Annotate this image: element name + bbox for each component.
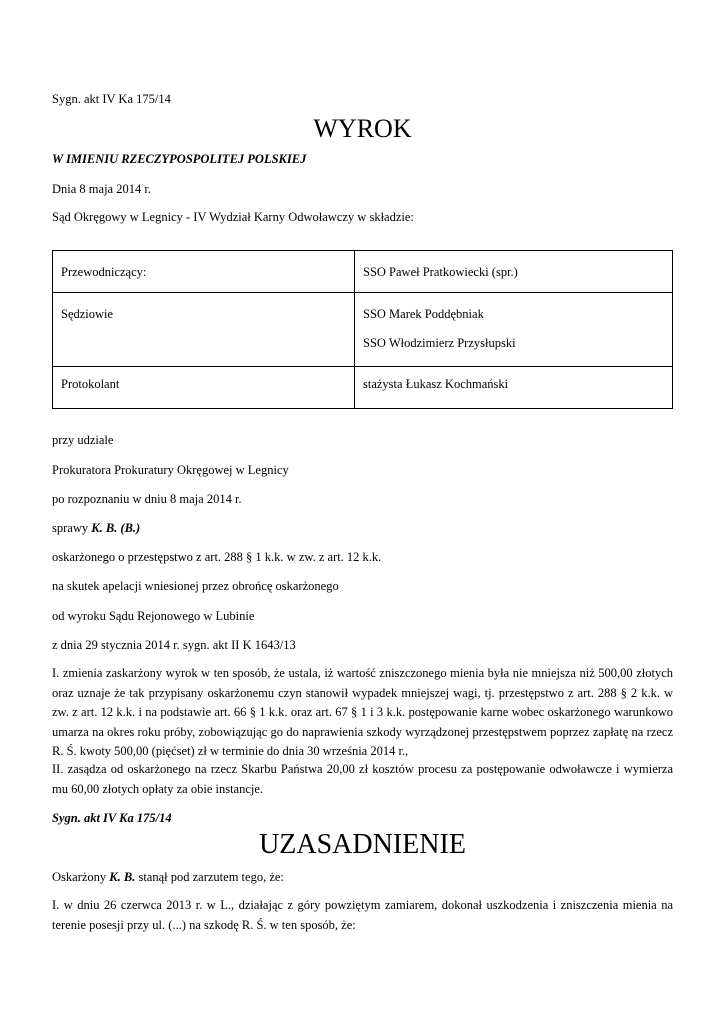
panel-role: Sędziowie: [53, 293, 355, 367]
case-prefix: sprawy: [52, 521, 89, 535]
accused-prefix: Oskarżony: [52, 870, 107, 884]
accused-name: K. B.: [109, 870, 136, 884]
document-title: WYROK: [313, 114, 412, 143]
hearing-date-line: po rozpoznaniu w dniu 8 maja 2014 r.: [52, 492, 242, 506]
case-line: [52, 520, 140, 536]
ruling-point-1: I. zmienia zaskarżony wyrok w ten sposób, że ustala, iż wartość zniszczonego mienia była nie mniejsza niż 500,00 złotych oraz uznaje że tak przypisany oskarżonemu czyn stanowił wypadek mniejszej wagi, tj. przestępstwo z art. 288 § 2 k.k. w zw. z art. 12 k.k. i na podstawie art. 66 § 1 k.k. oraz art. 67 § 1 i 3 k.k. postępowanie karne wobec oskarżonego warunkowo umarza na okres roku próby, zobowiązując go do naprawienia szkody wyrządzonej przestępstwem poprzez zapłatę na rzecz R. Ś. kwoty 500,00 (pięćset) zł w terminie do dnia 30 września 2014 r.,: [52, 666, 673, 758]
panel-names: SSO Marek Poddębniak SSO Włodzimierz Przysłupski: [355, 293, 673, 367]
lower-court-date-line: z dnia 29 stycznia 2014 r. sygn. akt II K 1643/13: [52, 638, 296, 652]
panel-names: stażysta Łukasz Kochmański: [355, 367, 673, 409]
panel-names: SSO Paweł Pratkowiecki (spr.): [355, 251, 673, 293]
justification-signature: Sygn. akt IV Ka 175/14: [52, 811, 172, 825]
participation-line: przy udziale: [52, 433, 114, 447]
charge-line: oskarżonego o przestępstwo z art. 288 § 1 k.k. w zw. z art. 12 k.k.: [52, 550, 382, 564]
accused-suffix: stanął pod zarzutem tego, że:: [138, 870, 284, 884]
panel-role: Protokolant: [53, 367, 355, 409]
case-name: K. B. (B.): [91, 521, 141, 535]
prosecutor-line: Prokuratora Prokuratury Okręgowej w Legnicy: [52, 463, 289, 477]
court-panel-table: [52, 250, 673, 409]
accused-line: [52, 869, 284, 885]
lower-court-line: od wyroku Sądu Rejonowego w Lubinie: [52, 609, 255, 623]
table-row: [53, 367, 673, 409]
table-row: [53, 251, 673, 293]
ruling-point-2: II. zasądza od oskarżonego na rzecz Skarbu Państwa 20,00 zł kosztów procesu za postępowanie odwoławcze i wymierza mu 60,00 złotych opłaty za obie instancje.: [52, 762, 673, 796]
panel-role: Przewodniczący:: [53, 251, 355, 293]
judgment-date: Dnia 8 maja 2014 r.: [52, 182, 151, 196]
document-subtitle: W IMIENIU RZECZYPOSPOLITEJ POLSKIEJ: [52, 152, 307, 166]
case-signature: Sygn. akt IV Ka 175/14: [52, 92, 171, 106]
court-composition: Sąd Okręgowy w Legnicy - IV Wydział Karny Odwoławczy w składzie:: [52, 210, 414, 224]
appeal-line: na skutek apelacji wniesionej przez obrońcę oskarżonego: [52, 579, 339, 593]
table-row: [53, 293, 673, 367]
justification-title: UZASADNIENIE: [259, 829, 466, 860]
justification-point-1: I. w dniu 26 czerwca 2013 r. w L., działając z góry powziętym zamiarem, dokonał uszkodzenia i zniszczenia mienia na terenie posesji przy ul. (...) na szkodę R. Ś. w ten sposób, że:: [52, 898, 673, 932]
